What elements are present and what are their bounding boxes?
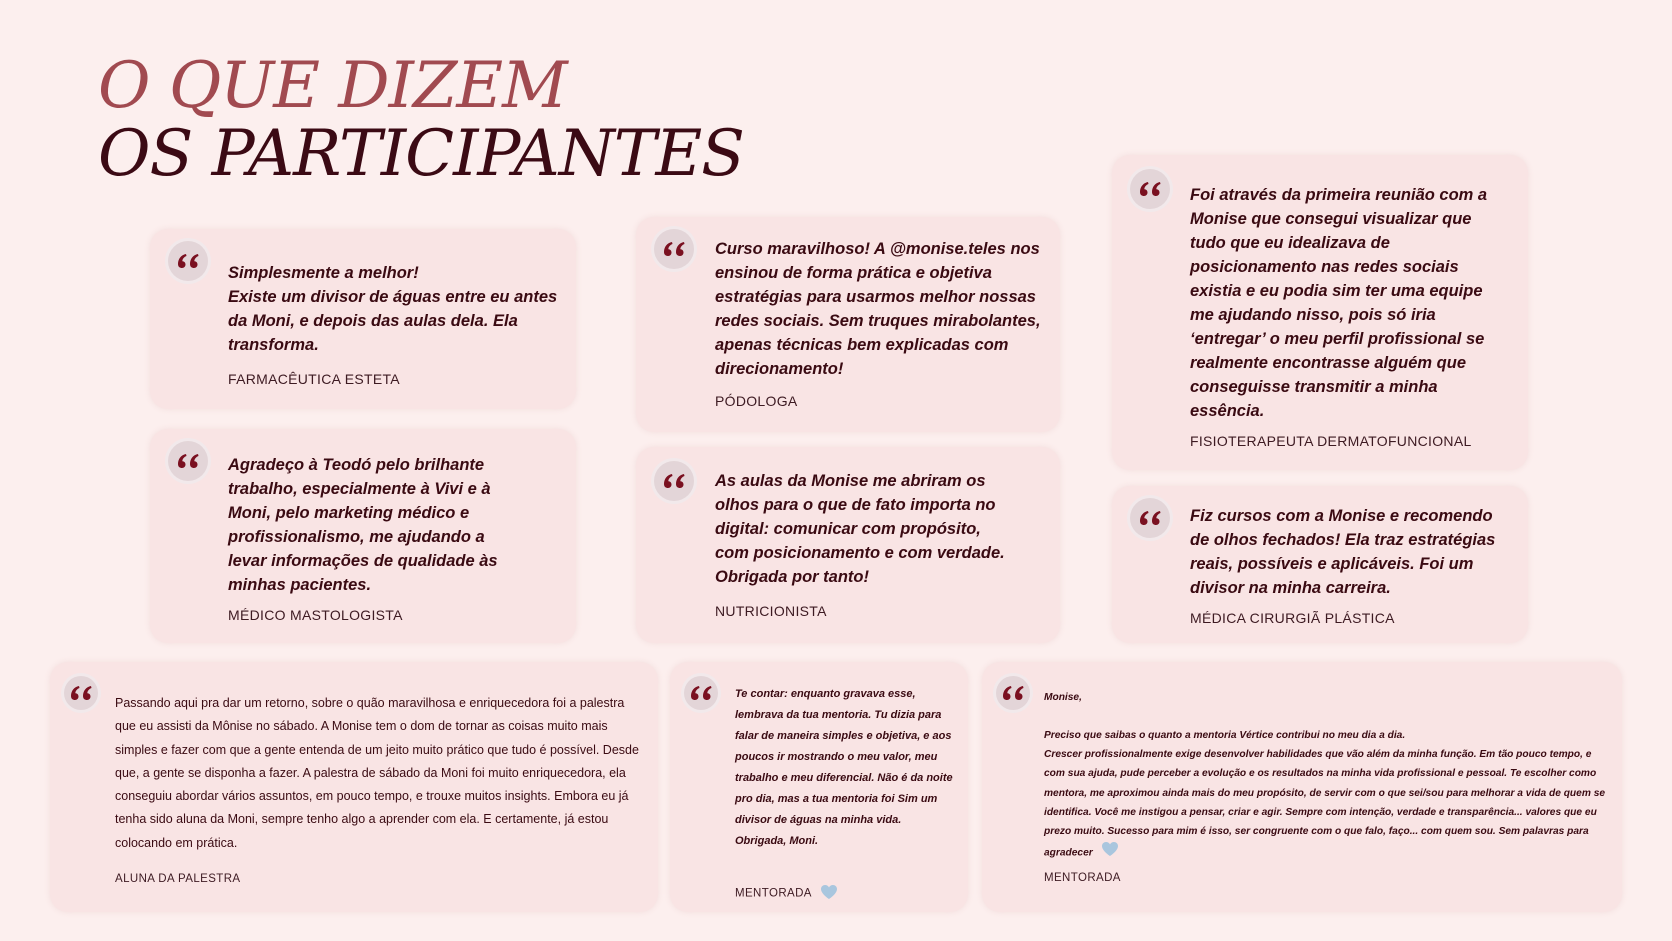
page-title-line-1: O QUE DIZEM [98, 49, 567, 123]
testimonial-text: Foi através da primeira reunião com a Monise que consegui visualizar que tudo que eu idealizava de posicionamento nas redes sociais existia e eu podia sim ter uma equipe me ajudando nisso, pois só iria ‘entregar’ o meu perfil profissional se realmente encontrasse alguém que conseguisse transmitir a minha essência. [1190, 186, 1488, 420]
testimonial-text [1044, 726, 1612, 864]
testimonial-greeting: Monise, [1044, 692, 1082, 703]
testimonial-text: Agradeço à Teodó pelo brilhante trabalho, especialmente à Vivi e à Moni, pelo marketing médico e profissionalismo, me ajudando a levar informações de qualidade às minhas pacientes. [228, 456, 498, 594]
testimonial-text: Curso maravilhoso! A @monise.teles nos ensinou de forma prática e objetiva estratégias para usarmos melhor nossas redes sociais. Sem truques mirabolantes, apenas técnicas bem explicadas com direcionamento! [715, 240, 1041, 378]
quote-icon [654, 229, 694, 269]
testimonial-role: MÉDICA CIRURGIÃ PLÁSTICA [1190, 610, 1395, 626]
testimonial-card-4 [636, 447, 1060, 643]
testimonial-card-6 [1112, 486, 1528, 643]
heart-icon [820, 884, 838, 903]
testimonial-role: MÉDICO MASTOLOGISTA [228, 607, 403, 623]
testimonial-role: MENTORADA [1044, 872, 1121, 884]
quote-icon [996, 676, 1030, 710]
testimonial-card-2 [150, 429, 576, 643]
page-title-line-2: OS PARTICIPANTES [98, 117, 744, 191]
testimonial-text: Passando aqui pra dar um retorno, sobre o quão maravilhosa e enriquecedora foi a palestra que eu assisti da Mônise no sábado. A Monise tem o dom de tornar as coisas muito mais simples e fazer com que a gente entenda de um jeito muito prático que tudo é possível. Desde que, a gente se disponha a fazer. A palestra de sábado da Moni foi muito enriquecedora, ela conseguiu abordar vários assuntos, em pouco tempo, e trouxe muitos insights. Embora eu já tenha sido aluna da Moni, sempre tenho algo a aprender com ela. E certamente, já estou colocando em prática. [115, 696, 639, 850]
testimonial-text: Simplesmente a melhor! Existe um divisor de águas entre eu antes da Moni, e depois das aulas dela. Ela transforma. [228, 264, 558, 354]
testimonial-card-7 [50, 662, 658, 912]
quote-icon [168, 441, 208, 481]
testimonial-role: PÓDOLOGA [715, 393, 798, 409]
testimonial-card-8 [670, 662, 968, 912]
testimonial-text: Fiz cursos com a Monise e recomendo de olhos fechados! Ela traz estratégias reais, possíveis e aplicáveis. Foi um divisor na minha carreira. [1190, 507, 1496, 597]
page-title [98, 49, 744, 191]
testimonial-card-5 [1112, 155, 1528, 470]
testimonial-card-1 [150, 229, 576, 409]
heart-icon [1101, 841, 1119, 864]
testimonial-role [735, 884, 838, 903]
quote-icon [1130, 169, 1170, 209]
testimonial-card-3 [636, 217, 1060, 432]
testimonial-role-label: MENTORADA [735, 887, 812, 900]
testimonial-role: FISIOTERAPEUTA DERMATOFUNCIONAL [1190, 433, 1472, 449]
testimonial-role: NUTRICIONISTA [715, 603, 827, 619]
testimonial-text: As aulas da Monise me abriram os olhos para o que de fato importa no digital: comunicar com propósito, com posicionamento e com verdade. Obrigada por tanto! [715, 472, 1005, 586]
quote-icon [168, 241, 208, 281]
quote-icon [684, 676, 718, 710]
testimonial-role: FARMACÊUTICA ESTETA [228, 371, 400, 387]
testimonial-card-9 [982, 662, 1622, 912]
quote-icon [64, 676, 98, 710]
quote-icon [654, 461, 694, 501]
testimonial-text-body: Preciso que saibas o quanto a mentoria Vértice contribui no meu dia a dia. Crescer profissionalmente exige desenvolver habilidades que vão além da minha função. Em tão pouco tempo, e com sua ajuda, pude perceber a evolução e os resultados na minha vida profissional e pessoal. Te escolher como mentora, me aproximou ainda mais do meu propósito, de servir com o que sei/sou para melhorar a vida de quem se identifica. Você me instigou a pensar, criar e agir. Sempre com intenção, verdade e transparência... valores que eu prezo muito. Sucesso para mim é isso, ser congruente com o que falo, faço... com quem sou. Sem palavras para agradecer [1044, 730, 1606, 859]
testimonial-text: Te contar: enquanto gravava esse, lembrava da tua mentoria. Tu dizia para falar de maneira simples e objetiva, e aos poucos ir mostrando o meu valor, meu trabalho e meu diferencial. Não é da noite pro dia, mas a tua mentoria foi Sim um divisor de águas na minha vida. Obrigada, Moni. [735, 688, 953, 847]
quote-icon [1130, 498, 1170, 538]
testimonial-role: ALUNA DA PALESTRA [115, 873, 241, 885]
